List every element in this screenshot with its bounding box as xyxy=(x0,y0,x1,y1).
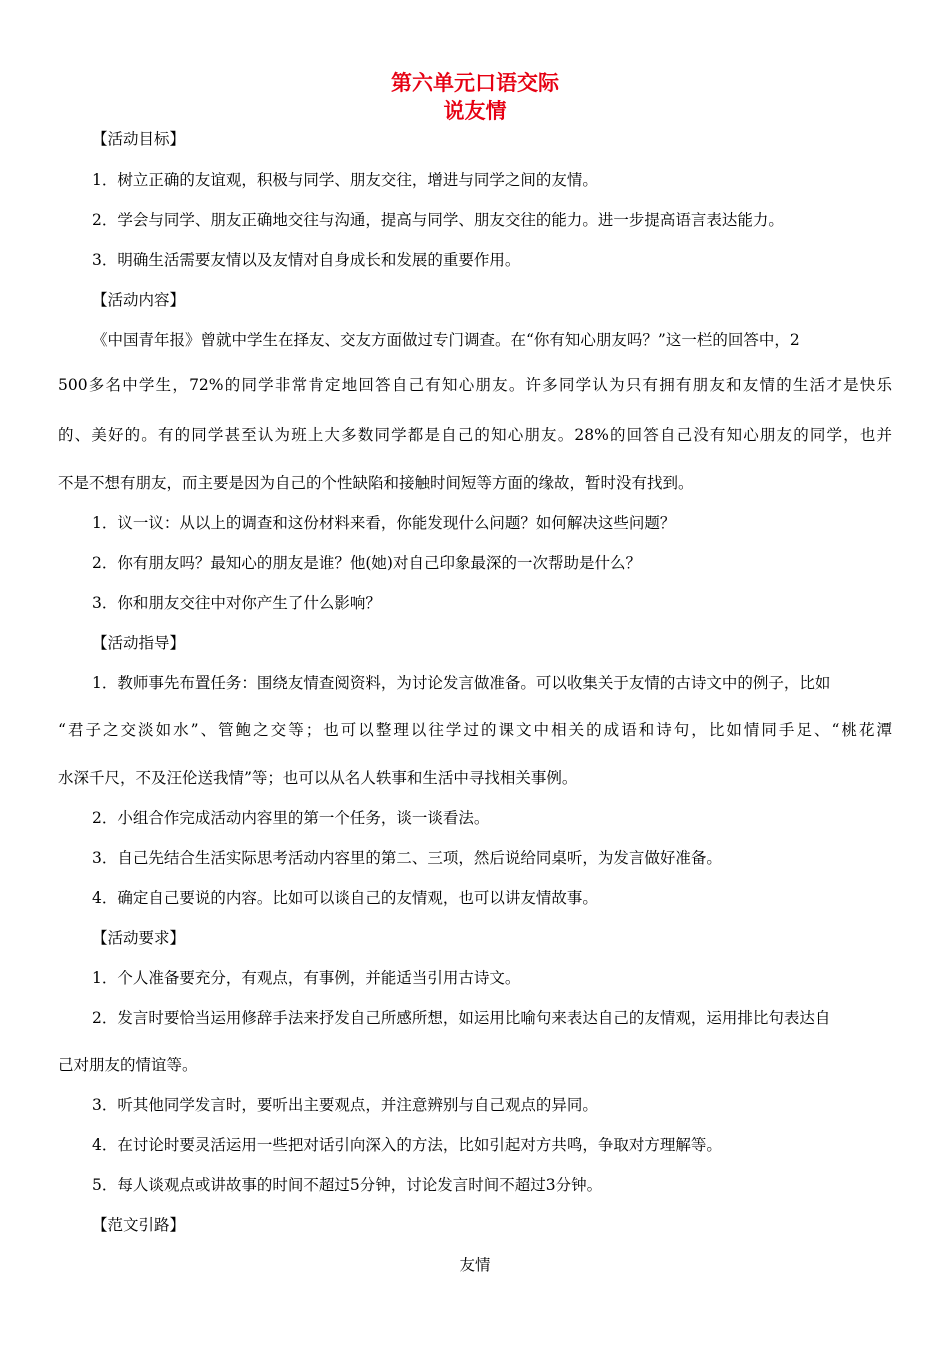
requirement-item-4: 4．在讨论时要灵活运用一些把对话引向深入的方法，比如引起对方共鸣，争取对方理解等。 xyxy=(92,1136,722,1154)
requirement-item-2-line-1: 2．发言时要恰当运用修辞手法来抒发自己所感所想，如运用比喻句来表达自己的友情观，运用排比句表达自 xyxy=(92,1009,831,1027)
guidance-item-1-line-2: “君子之交淡如水”、管鲍之交等；也可以整理以往学过的课文中相关的成语和诗句，比如情同手足、“桃花潭 xyxy=(58,721,892,739)
essay-title: 友情 xyxy=(459,1256,491,1274)
guidance-item-1-line-3: 水深千尺，不及汪伦送我情”等；也可以从名人轶事和生活中寻找相关事例。 xyxy=(58,769,578,787)
content-paragraph-line-3: 的、美好的。有的同学甚至认为班上大多数同学都是自己的知心朋友。28%的回答自己没有知心朋友的同学，也并 xyxy=(58,426,892,444)
content-item-3: 3．你和朋友交往中对你产生了什么影响？ xyxy=(92,594,381,612)
goal-item-3: 3．明确生活需要友情以及友情对自身成长和发展的重要作用。 xyxy=(92,251,521,269)
guidance-item-2: 2．小组合作完成活动内容里的第一个任务，谈一谈看法。 xyxy=(92,809,490,827)
page-title: 第六单元口语交际 xyxy=(391,71,559,95)
requirement-item-1: 1．个人准备要充分，有观点，有事例，并能适当引用古诗文。 xyxy=(92,969,521,987)
content-paragraph-line-2: 500多名中学生，72%的同学非常肯定地回答自己有知心朋友。许多同学认为只有拥有朋友和友情的生活才是快乐 xyxy=(58,376,892,394)
section-heading-requirements: 【活动要求】 xyxy=(92,929,186,947)
guidance-item-3: 3．自己先结合生活实际思考活动内容里的第二、三项，然后说给同桌听，为发言做好准备。 xyxy=(92,849,722,867)
guidance-item-1-line-1: 1．教师事先布置任务：围绕友情查阅资料，为讨论发言做准备。可以收集关于友情的古诗文中的例子，比如 xyxy=(92,674,831,692)
page-subtitle: 说友情 xyxy=(443,99,507,123)
section-heading-content: 【活动内容】 xyxy=(92,291,186,309)
content-item-2: 2．你有朋友吗？最知心的朋友是谁？他(她)对自己印象最深的一次帮助是什么？ xyxy=(92,554,641,572)
content-paragraph-line-4: 不是不想有朋友，而主要是因为自己的个性缺陷和接触时间短等方面的缘故，暂时没有找到。 xyxy=(58,474,694,492)
requirement-item-2-line-2: 己对朋友的情谊等。 xyxy=(58,1056,198,1074)
goal-item-2: 2．学会与同学、朋友正确地交往与沟通，提高与同学、朋友交往的能力。进一步提高语言表达能力。 xyxy=(92,211,784,229)
section-heading-goals: 【活动目标】 xyxy=(92,130,186,148)
content-paragraph-line-1: 《中国青年报》曾就中学生在择友、交友方面做过专门调查。在“你有知心朋友吗？”这一栏的回答中，2 xyxy=(92,331,800,349)
section-heading-guidance: 【活动指导】 xyxy=(92,634,186,652)
content-item-1: 1．议一议：从以上的调查和这份材料来看，你能发现什么问题？如何解决这些问题？ xyxy=(92,514,676,532)
goal-item-1: 1．树立正确的友谊观，积极与同学、朋友交往，增进与同学之间的友情。 xyxy=(92,171,598,189)
guidance-item-4: 4．确定自己要说的内容。比如可以谈自己的友情观，也可以讲友情故事。 xyxy=(92,889,598,907)
requirement-item-3: 3．听其他同学发言时，要听出主要观点，并注意辨别与自己观点的异同。 xyxy=(92,1096,598,1114)
section-heading-model: 【范文引路】 xyxy=(92,1216,186,1234)
requirement-item-5: 5．每人谈观点或讲故事的时间不超过5分钟，讨论发言时间不超过3分钟。 xyxy=(92,1176,603,1194)
